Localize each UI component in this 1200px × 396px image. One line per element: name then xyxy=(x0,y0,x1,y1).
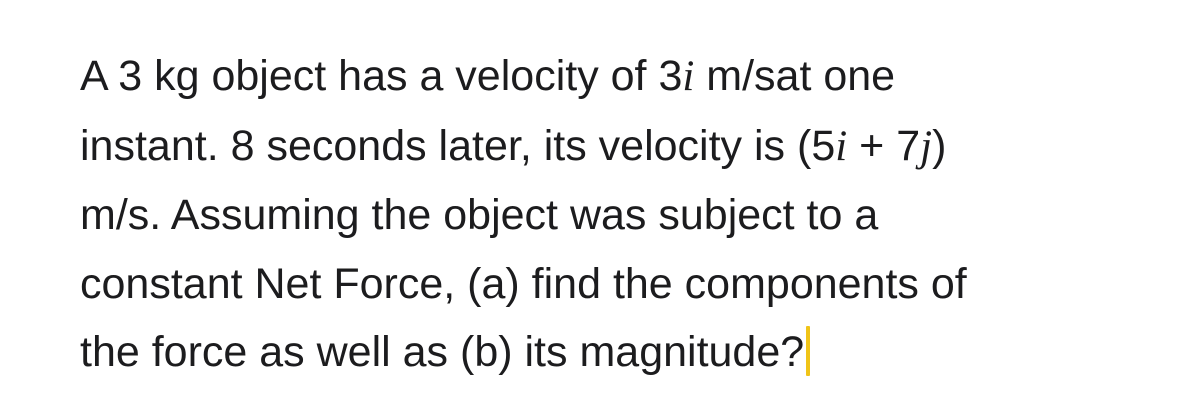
note-line-4: constant Net Force, (a) find the components of xyxy=(80,259,967,308)
line2-text-before: instant. 8 seconds later, its velocity is (5 xyxy=(80,121,836,170)
unit-vector-j: j xyxy=(920,122,933,170)
line1-text-after: m/sat one xyxy=(694,52,896,100)
text-cursor xyxy=(806,326,810,376)
line1-text-before: A 3 kg object has a velocity of 3 xyxy=(80,52,683,100)
note-text-body[interactable] xyxy=(80,42,1160,387)
note-line-5 xyxy=(80,318,1160,387)
note-line-2 xyxy=(80,112,1160,182)
line2-text-after: ) xyxy=(932,121,947,170)
unit-vector-i: i xyxy=(682,53,695,100)
note-line-3: m/s. Assuming the object was subject to a xyxy=(80,191,879,239)
note-line-1 xyxy=(80,42,1160,112)
unit-vector-i: i xyxy=(835,122,848,170)
line2-plus: + 7 xyxy=(847,121,921,170)
line5-text: the force as well as (b) its magnitude? xyxy=(80,328,805,376)
